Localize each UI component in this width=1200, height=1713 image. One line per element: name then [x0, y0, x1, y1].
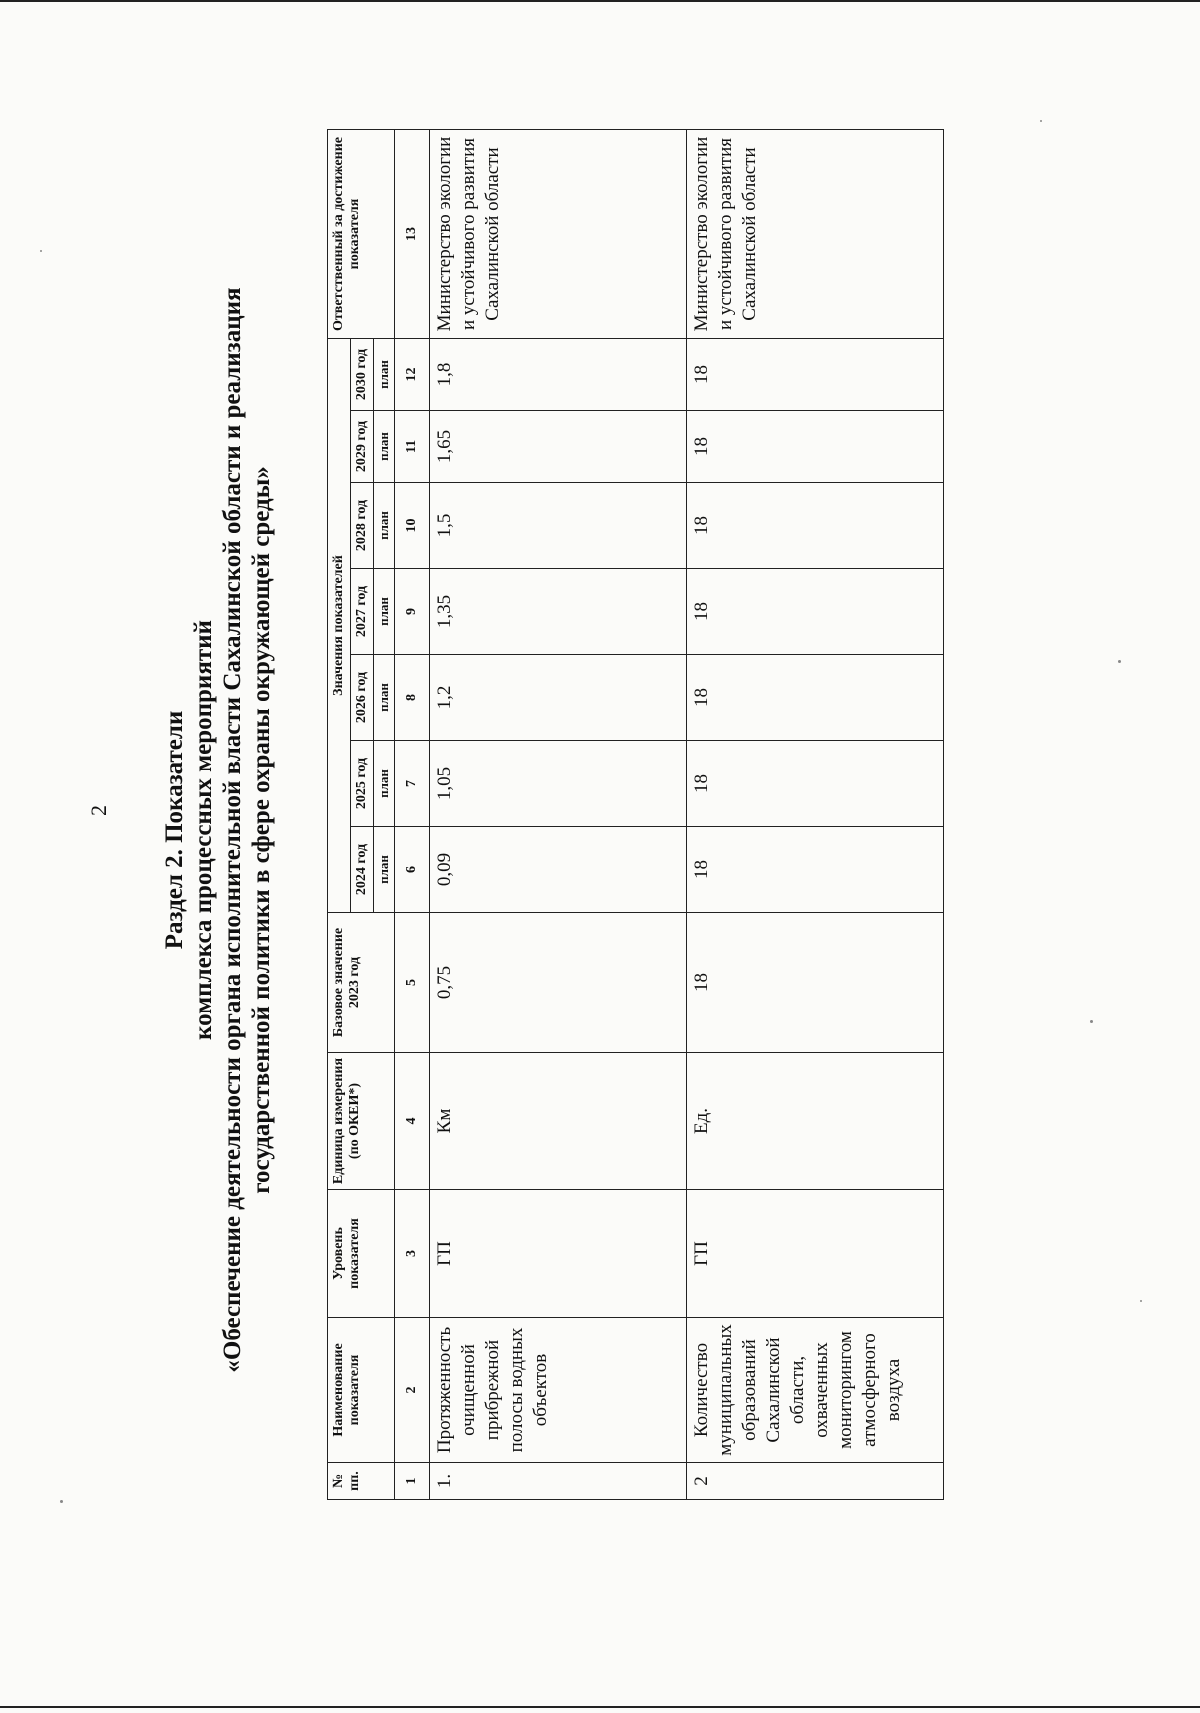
cell-name: Количество муниципальных образований Сахалинской области, охваченных мониторингом атмосферного воздуха — [687, 1318, 944, 1463]
column-number: 13 — [395, 130, 430, 339]
section-heading — [160, 80, 276, 1580]
heading-line-1: Раздел 2. Показатели — [161, 710, 188, 950]
header-plan: план — [374, 339, 395, 411]
header-year: 2025 год — [351, 741, 374, 827]
cell-base: 0,75 — [430, 913, 687, 1053]
heading-line-2: комплекса процессных мероприятий — [190, 620, 217, 1040]
column-number: 10 — [395, 483, 430, 569]
cell-value: 18 — [687, 655, 944, 741]
indicators-table — [327, 129, 944, 1500]
cell-level: ГП — [687, 1190, 944, 1318]
column-number: 8 — [395, 655, 430, 741]
column-number: 4 — [395, 1053, 430, 1190]
scan-speck — [60, 1500, 63, 1503]
rotated-sheet — [150, 80, 904, 1580]
column-number: 2 — [395, 1318, 430, 1463]
cell-value: 0,09 — [430, 827, 687, 913]
cell-value: 1,65 — [430, 411, 687, 483]
scan-speck — [40, 250, 42, 252]
cell-unit: Ед. — [687, 1053, 944, 1190]
page-number: 2 — [86, 805, 111, 816]
scan-bottom-edge — [0, 1706, 1200, 1708]
cell-value: 18 — [687, 741, 944, 827]
header-year: 2030 год — [351, 339, 374, 411]
table-row — [430, 130, 687, 1500]
cell-base: 18 — [687, 913, 944, 1053]
column-number: 11 — [395, 411, 430, 483]
column-number: 12 — [395, 339, 430, 411]
header-name: Наименование показателя — [328, 1318, 395, 1463]
header-base: Базовое значение 2023 год — [328, 913, 395, 1053]
cell-value: 18 — [687, 483, 944, 569]
header-plan: план — [374, 483, 395, 569]
header-values-group: Значения показателей — [328, 339, 351, 913]
cell-value: 1,8 — [430, 339, 687, 411]
header-unit: Единица измерения (по ОКЕИ*) — [328, 1053, 395, 1190]
scan-speck — [1118, 660, 1121, 663]
column-number: 6 — [395, 827, 430, 913]
scan-speck — [1040, 120, 1042, 122]
cell-value: 1,35 — [430, 569, 687, 655]
column-number: 9 — [395, 569, 430, 655]
heading-line-3: «Обеспечение деятельности органа исполнительной власти Сахалинской области и реализация — [219, 287, 246, 1373]
header-responsible: Ответственный за достижение показателя — [328, 130, 395, 339]
header-year: 2028 год — [351, 483, 374, 569]
cell-responsible: Министерство экологии и устойчивого развития Сахалинской области — [687, 130, 944, 339]
header-plan: план — [374, 741, 395, 827]
header-plan: план — [374, 655, 395, 741]
header-year: 2026 год — [351, 655, 374, 741]
column-number: 1 — [395, 1463, 430, 1500]
header-plan: план — [374, 827, 395, 913]
scan-top-edge — [0, 0, 1200, 2]
cell-value: 1,2 — [430, 655, 687, 741]
header-plan: план — [374, 569, 395, 655]
cell-level: ГП — [430, 1190, 687, 1318]
header-year: 2024 год — [351, 827, 374, 913]
cell-value: 1,05 — [430, 741, 687, 827]
cell-value: 18 — [687, 569, 944, 655]
header-year: 2029 год — [351, 411, 374, 483]
cell-name: Протяженность очищенной прибрежной полосы водных объектов — [430, 1318, 687, 1463]
column-number: 7 — [395, 741, 430, 827]
cell-no: 1. — [430, 1463, 687, 1500]
cell-unit: Км — [430, 1053, 687, 1190]
cell-value: 18 — [687, 339, 944, 411]
header-level: Уровень показателя — [328, 1190, 395, 1318]
cell-value: 18 — [687, 827, 944, 913]
cell-no: 2 — [687, 1463, 944, 1500]
scan-speck — [1140, 1300, 1142, 1302]
scan-speck — [1090, 1020, 1093, 1023]
header-no: № пп. — [328, 1463, 395, 1500]
cell-value: 18 — [687, 411, 944, 483]
heading-line-4: государственной политики в сфере охраны окружающей среды» — [248, 466, 275, 1194]
header-plan: план — [374, 411, 395, 483]
cell-value: 1,5 — [430, 483, 687, 569]
header-year: 2027 год — [351, 569, 374, 655]
column-number: 5 — [395, 913, 430, 1053]
cell-responsible: Министерство экологии и устойчивого развития Сахалинской области — [430, 130, 687, 339]
table-row — [687, 130, 944, 1500]
column-number: 3 — [395, 1190, 430, 1318]
